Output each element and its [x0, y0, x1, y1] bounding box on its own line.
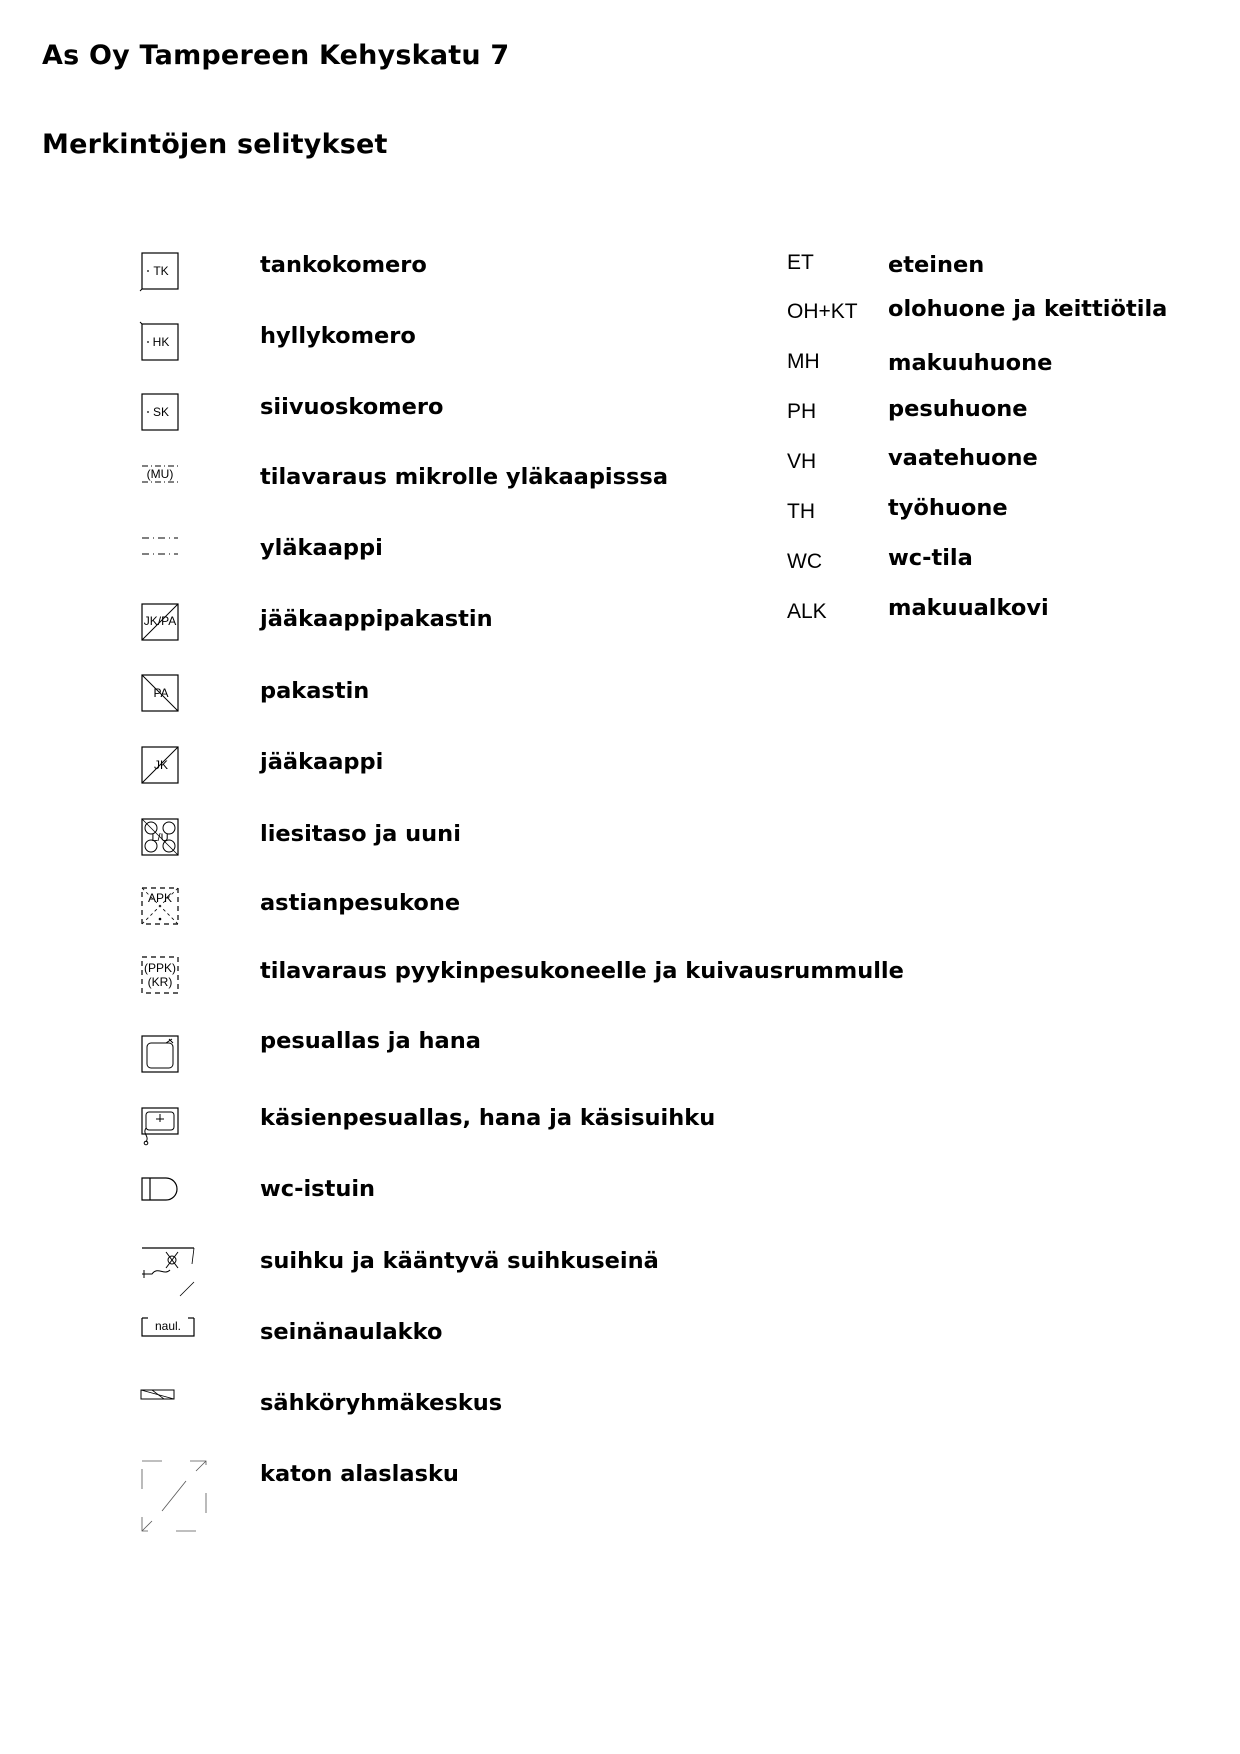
upper-cabinet-icon: [140, 535, 180, 557]
sk-closet-icon: [140, 392, 180, 432]
room-name: pesuhuone: [888, 396, 1028, 422]
room-abbr: TH: [787, 500, 815, 523]
coat-rack-icon: [140, 1316, 196, 1338]
room-abbr: WC: [787, 550, 822, 573]
symbol-code: SK: [152, 405, 170, 419]
electrical-panel-icon: [140, 1389, 176, 1401]
room-abbr: VH: [787, 450, 817, 473]
room-abbr: OH+KT: [787, 300, 858, 323]
sink-faucet-icon: [140, 1034, 180, 1074]
room-name: makuuhuone: [888, 350, 1053, 376]
symbol-code: (MU): [146, 467, 174, 481]
legend-label-stove: liesitaso ja uuni: [260, 821, 461, 847]
legend-label-sk: siivuoskomero: [260, 394, 444, 420]
legend-label-ceiling: katon alaslasku: [260, 1461, 459, 1487]
tk-closet-icon: [140, 251, 180, 291]
room-abbr: ALK: [787, 600, 827, 623]
legend-label-shower: suihku ja kääntyvä suihkuseinä: [260, 1248, 659, 1274]
wc-seat-icon: [140, 1176, 182, 1202]
room-abbr: ET: [787, 251, 814, 274]
legend-label-wc: wc-istuin: [260, 1176, 376, 1202]
shower-wall-icon: [140, 1246, 196, 1298]
room-name: makuualkovi: [888, 595, 1049, 621]
room-name: eteinen: [888, 252, 985, 278]
room-name: olohuone ja keittiötila: [888, 296, 1168, 322]
room-name: vaatehuone: [888, 445, 1038, 471]
microwave-space-icon: [140, 463, 180, 485]
washer-dryer-icon: [140, 955, 180, 995]
symbol-code: L/U: [151, 832, 169, 844]
symbol-code: JK/PA: [143, 614, 177, 628]
legend-label-hk: hyllykomero: [260, 323, 416, 349]
room-abbr: MH: [787, 350, 820, 373]
legend-label-electrical-panel: sähköryhmäkeskus: [260, 1390, 503, 1416]
legend-label-freezer: pakastin: [260, 678, 370, 704]
legend-label-coat-rack: seinänaulakko: [260, 1319, 443, 1345]
freezer-icon: [140, 673, 180, 713]
symbol-code: naul.: [154, 1319, 182, 1333]
lowered-ceiling-icon: [140, 1459, 208, 1533]
legend-label-upper-cabinet: yläkaappi: [260, 535, 383, 561]
stove-oven-icon: [140, 817, 180, 857]
room-abbr: PH: [787, 400, 817, 423]
symbol-code: PA: [153, 686, 169, 700]
legend-label-hand-basin: käsienpesuallas, hana ja käsisuihku: [260, 1105, 716, 1131]
symbol-code: (PPK): [143, 961, 177, 975]
room-name: työhuone: [888, 495, 1008, 521]
legend-label-dishwasher: astianpesukone: [260, 890, 461, 916]
symbol-code: JK: [153, 758, 169, 772]
fridge-freezer-icon: [140, 602, 180, 642]
legend-label-mu: tilavaraus mikrolle yläkaapisssa: [260, 464, 668, 490]
legend-label-fridge: jääkaappi: [260, 749, 384, 775]
symbol-code: HK: [152, 335, 170, 349]
hk-closet-icon: [140, 322, 180, 362]
legend-label-washer-dryer: tilavaraus pyykinpesukoneelle ja kuivausrummulle: [260, 958, 904, 984]
fridge-icon: [140, 745, 180, 785]
dishwasher-icon: [140, 886, 180, 926]
legend-heading: Merkintöjen selitykset: [42, 129, 388, 160]
symbol-code: TK: [153, 264, 169, 278]
document-title: As Oy Tampereen Kehyskatu 7: [42, 40, 510, 71]
legend-label-sink: pesuallas ja hana: [260, 1028, 481, 1054]
symbol-code-2: (KR): [147, 975, 173, 989]
hand-basin-shower-icon: [140, 1106, 180, 1146]
legend-label-fridge-freezer: jääkaappipakastin: [260, 606, 493, 632]
symbol-code: APK: [147, 891, 173, 905]
legend-label-tk: tankokomero: [260, 252, 427, 278]
room-name: wc-tila: [888, 545, 973, 571]
